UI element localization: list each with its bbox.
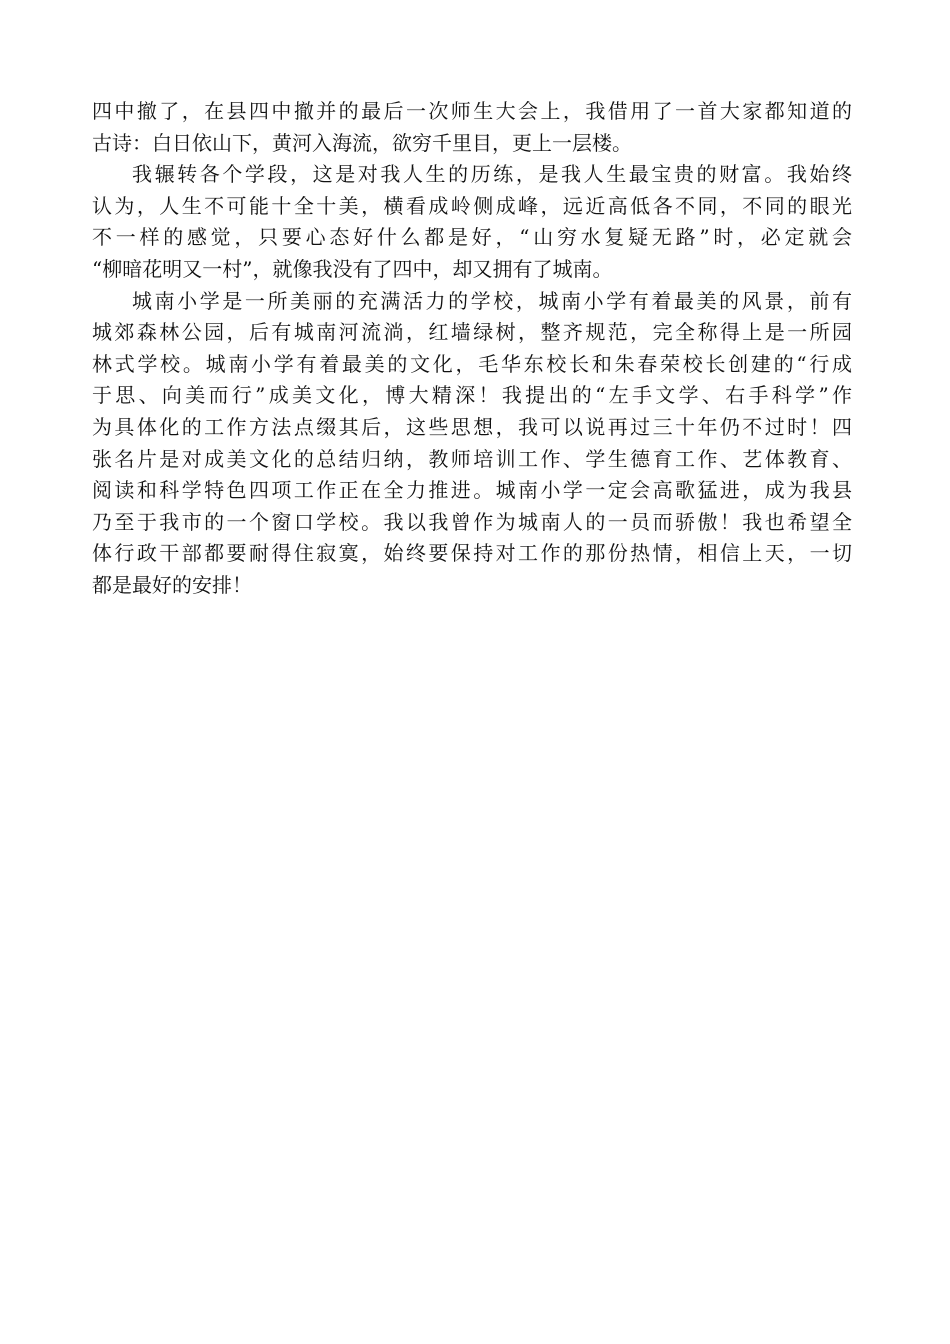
paragraph-3-line-10: 都是最好的安排！ — [92, 572, 252, 597]
paragraph-3-line-1: 城南小学是一所美丽的充满活力的学校，城南小学有着最美的风景，前有 — [132, 288, 852, 313]
paragraph-2-line-1: 我辗转各个学段，这是对我人生的历练，是我人生最宝贵的财富。我始终 — [132, 162, 852, 187]
paragraph-1-line-1: 四中撤了，在县四中撤并的最后一次师生大会上，我借用了一首大家都知道的 — [92, 99, 852, 123]
paragraph-3-line-2: 城郊森林公园，后有城南河流淌，红墙绿树，整齐规范，完全称得上是一所园 — [92, 320, 852, 345]
paragraph-3-line-8: 乃至于我市的一个窗口学校。我以我曾作为城南人的一员而骄傲！我也希望全 — [92, 509, 852, 534]
paragraph-3-line-9: 体行政干部都要耐得住寂寞，始终要保持对工作的那份热情，相信上天，一切 — [92, 541, 852, 566]
paragraph-3-line-3: 林式学校。城南小学有着最美的文化，毛华东校长和朱春荣校长创建的“行成 — [92, 351, 852, 376]
paragraph-2-line-3: 不一样的感觉，只要心态好什么都是好，“山穷水复疑无路”时，必定就会 — [92, 225, 852, 250]
paragraph-3-line-5: 为具体化的工作方法点缀其后，这些思想，我可以说再过三十年仍不过时！四 — [92, 414, 852, 439]
paragraph-3-line-4: 于思、向美而行”成美文化，博大精深！我提出的“左手文学、右手科学”作 — [92, 383, 852, 408]
paragraph-2-line-2: 认为，人生不可能十全十美，横看成岭侧成峰，远近高低各不同，不同的眼光 — [92, 193, 852, 218]
paragraph-3-line-6: 张名片是对成美文化的总结归纳，教师培训工作、学生德育工作、艺体教育、 — [92, 446, 852, 471]
document-body — [92, 96, 852, 602]
paragraph-2-line-4: “柳暗花明又一村”，就像我没有了四中，却又拥有了城南。 — [92, 256, 613, 281]
paragraph-3-line-7: 阅读和科学特色四项工作正在全力推进。城南小学一定会高歌猛进，成为我县 — [92, 478, 852, 503]
paragraph-1-line-2: 古诗：白日依山下，黄河入海流，欲穷千里目，更上一层楼。 — [92, 130, 632, 155]
